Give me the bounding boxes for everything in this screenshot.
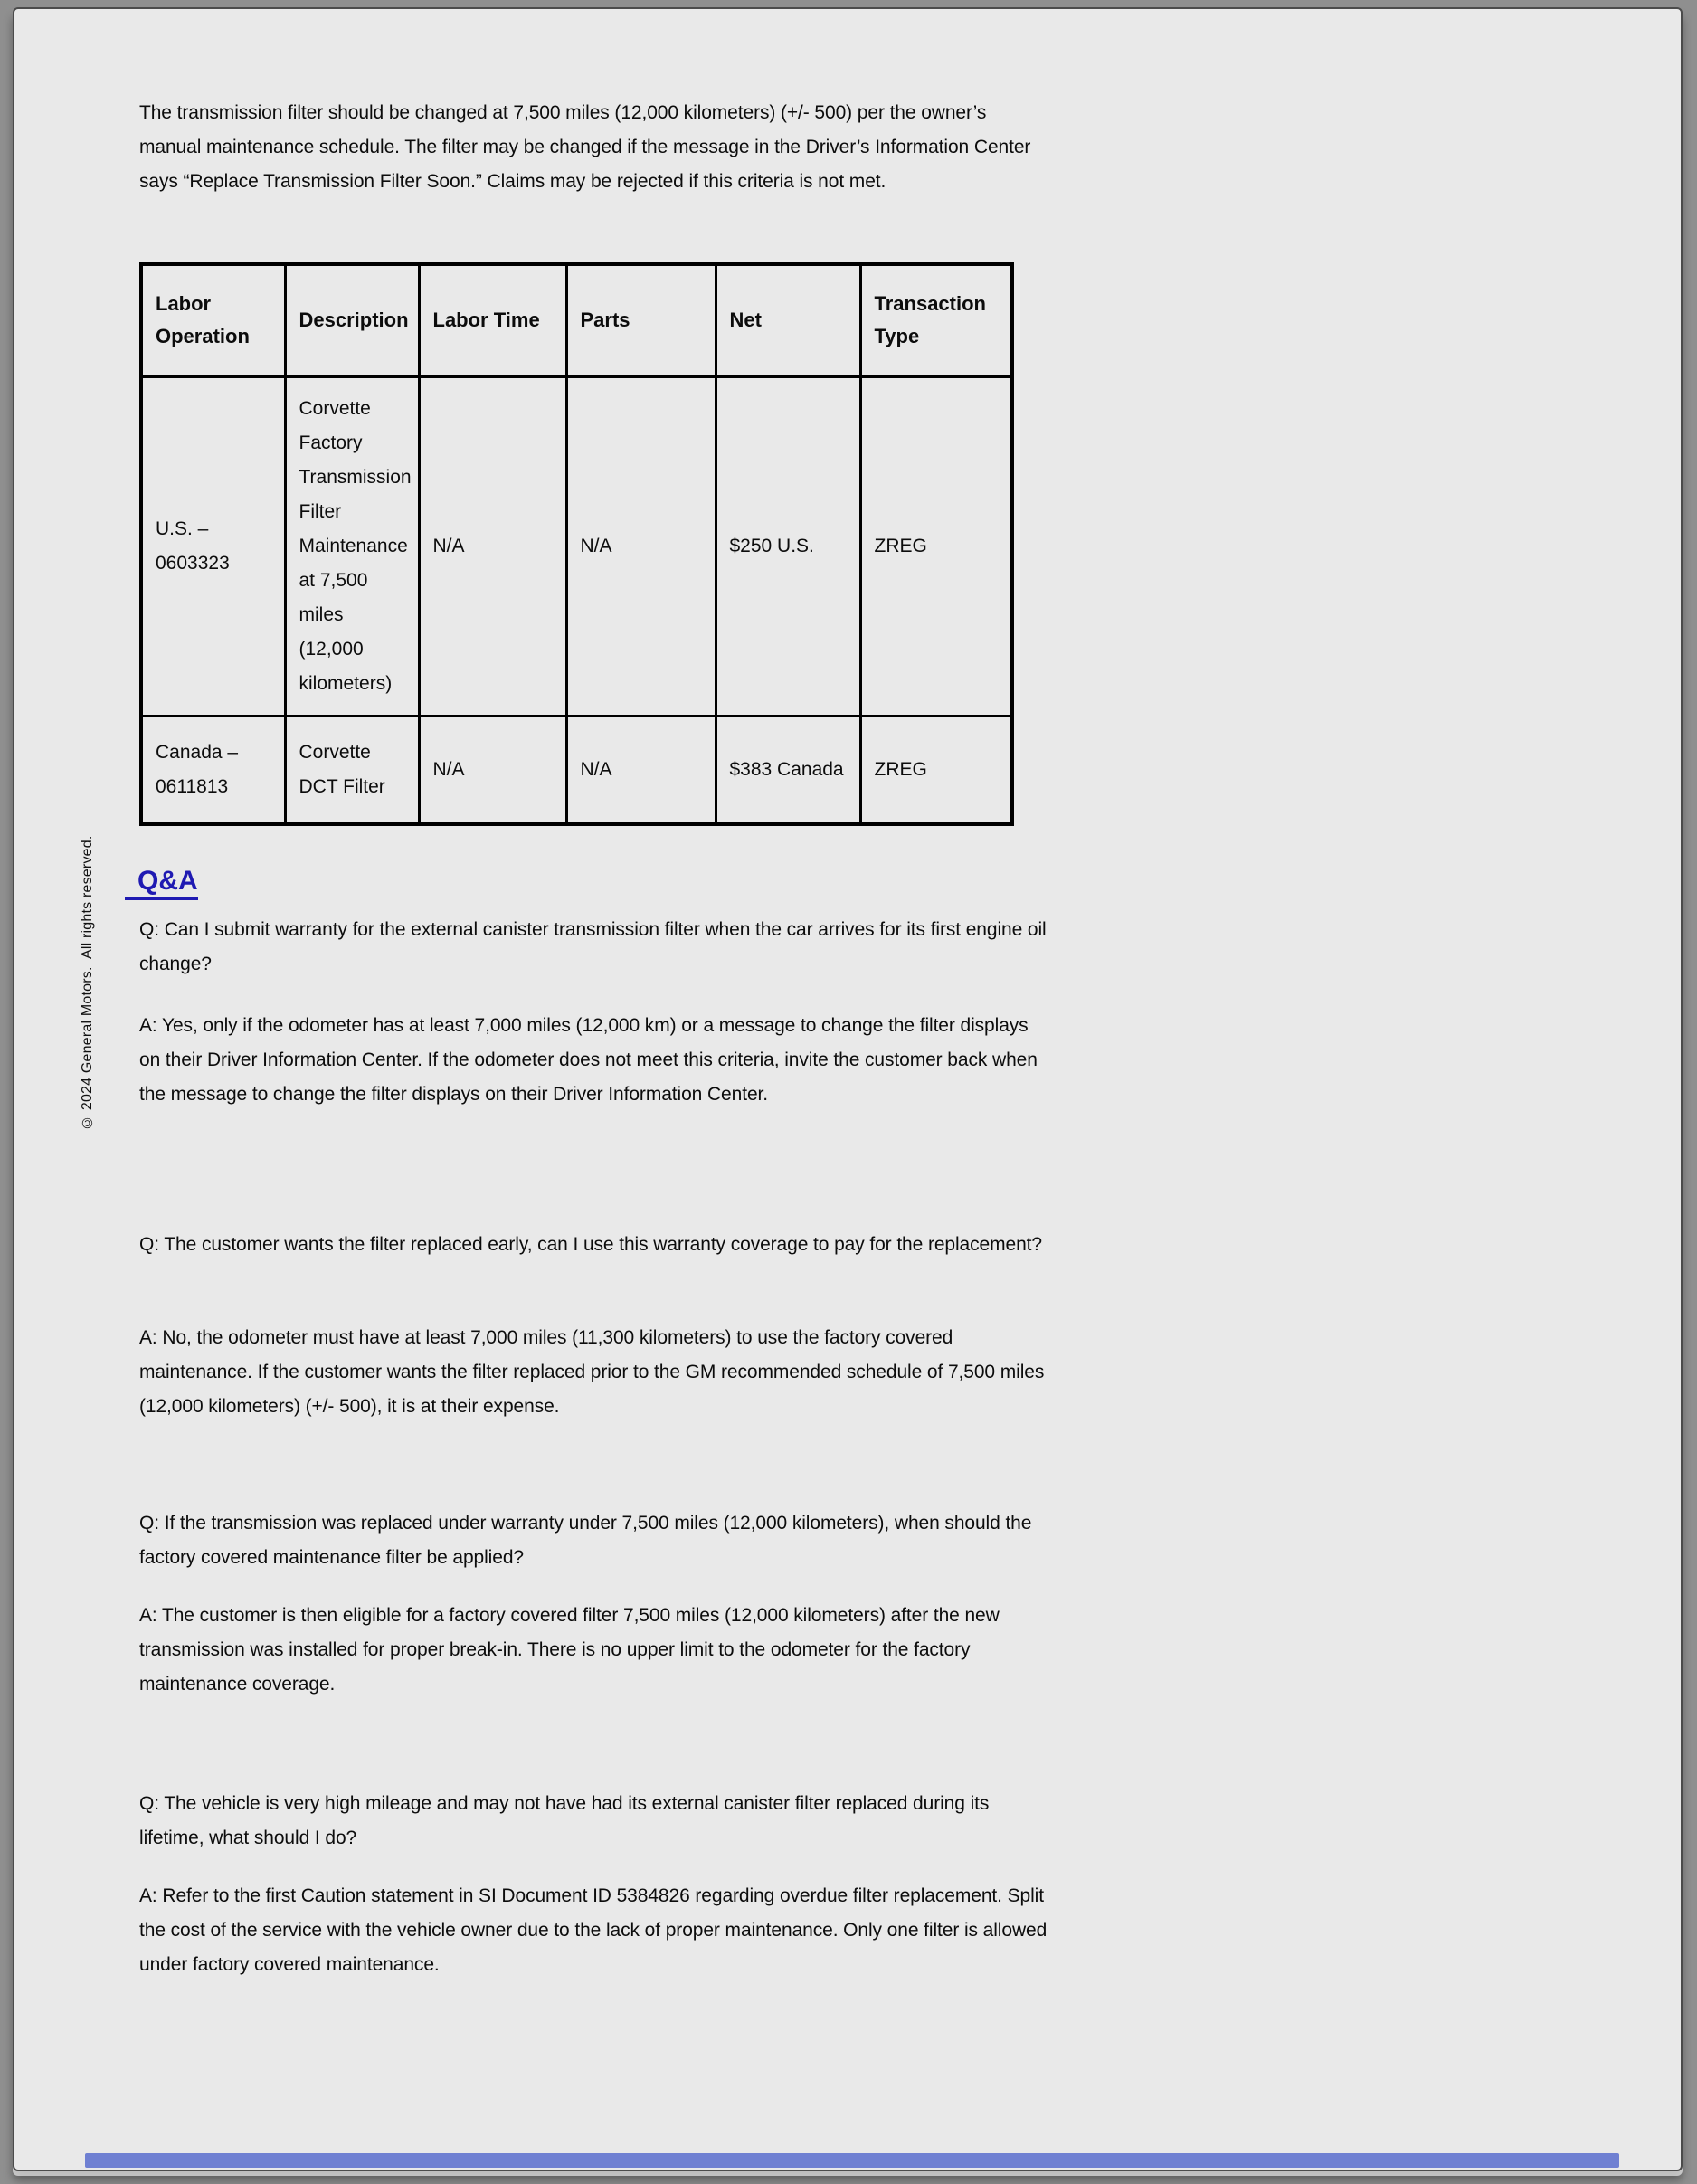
qa-link[interactable]: Q&A [125,866,198,900]
table-row [141,716,1012,824]
question-3: Q: If the transmission was replaced under warranty under 7,500 miles (12,000 kilometers), when should the factory covered maintenance filter be applied? [139,1513,1032,1568]
cell-transaction-type: ZREG [860,716,1012,824]
answer-4: A: Refer to the first Caution statement in SI Document ID 5384826 regarding overdue filter replacement. Split the cost of the service with the vehicle owner due to the lack of proper maintenance. Only one filter is allowed under factory covered maintenance. [139,1885,1048,1975]
cell-labor-operation: Canada – 0611813 [141,716,285,824]
cell-description: Corvette DCT Filter [285,716,419,824]
intro-paragraph: The transmission filter should be changed at 7,500 miles (12,000 kilometers) (+/- 500) per the owner’s manual maintenance schedule. The filter may be changed if the message in the Driver’s Information Center says “Replace Transmission Filter Soon.” Claims may be rejected if this criteria is not met. [139,102,1031,192]
copyright-vertical-text: © 2024 General Motors. All rights reserved. [80,835,95,1130]
question-2: Q: The customer wants the filter replaced early, can I use this warranty coverage to pay for the replacement? [139,1234,1042,1255]
header-labor-operation: Labor Operation [141,264,285,376]
table-row [141,376,1012,716]
answer-1: A: Yes, only if the odometer has at least 7,000 miles (12,000 km) or a message to change the filter displays on their Driver Information Center. If the odometer does not meet this criteria, invite the customer back when the message to change the filter displays on their Driver Information Center. [139,1015,1038,1105]
header-parts: Parts [566,264,716,376]
question-1: Q: Can I submit warranty for the external canister transmission filter when the car arrives for its first engine oil change? [139,919,1047,974]
cell-net: $383 Canada [716,716,860,824]
cell-parts: N/A [566,376,716,716]
header-transaction-type: Transaction Type [860,264,1012,376]
cell-description: Corvette Factory Transmission Filter Maintenance at 7,500 miles (12,000 kilometers) [285,376,419,716]
header-description: Description [285,264,419,376]
document-page [13,7,1683,2171]
cell-net: $250 U.S. [716,376,860,716]
header-net: Net [716,264,860,376]
question-4: Q: The vehicle is very high mileage and may not have had its external canister filter replaced during its lifetime, what should I do? [139,1793,990,1848]
cell-labor-operation: U.S. – 0603323 [141,376,285,716]
cell-parts: N/A [566,716,716,824]
answer-2: A: No, the odometer must have at least 7,000 miles (11,300 kilometers) to use the factory covered maintenance. If the customer wants the filter replaced prior to the GM recommended schedule of 7,500 miles (12,000 kilometers) (+/- 500), it is at their expense. [139,1327,1045,1417]
answer-3: A: The customer is then eligible for a factory covered filter 7,500 miles (12,000 kilometers) after the new transmission was installed for proper break-in. There is no upper limit to the odometer for the factory maintenance coverage. [139,1605,1000,1695]
header-labor-time: Labor Time [419,264,566,376]
horizontal-scrollbar[interactable] [85,2153,1619,2168]
cell-labor-time: N/A [419,376,566,716]
cell-labor-time: N/A [419,716,566,824]
table-header-row [141,264,1012,376]
labor-operations-table [139,262,1014,826]
cell-transaction-type: ZREG [860,376,1012,716]
